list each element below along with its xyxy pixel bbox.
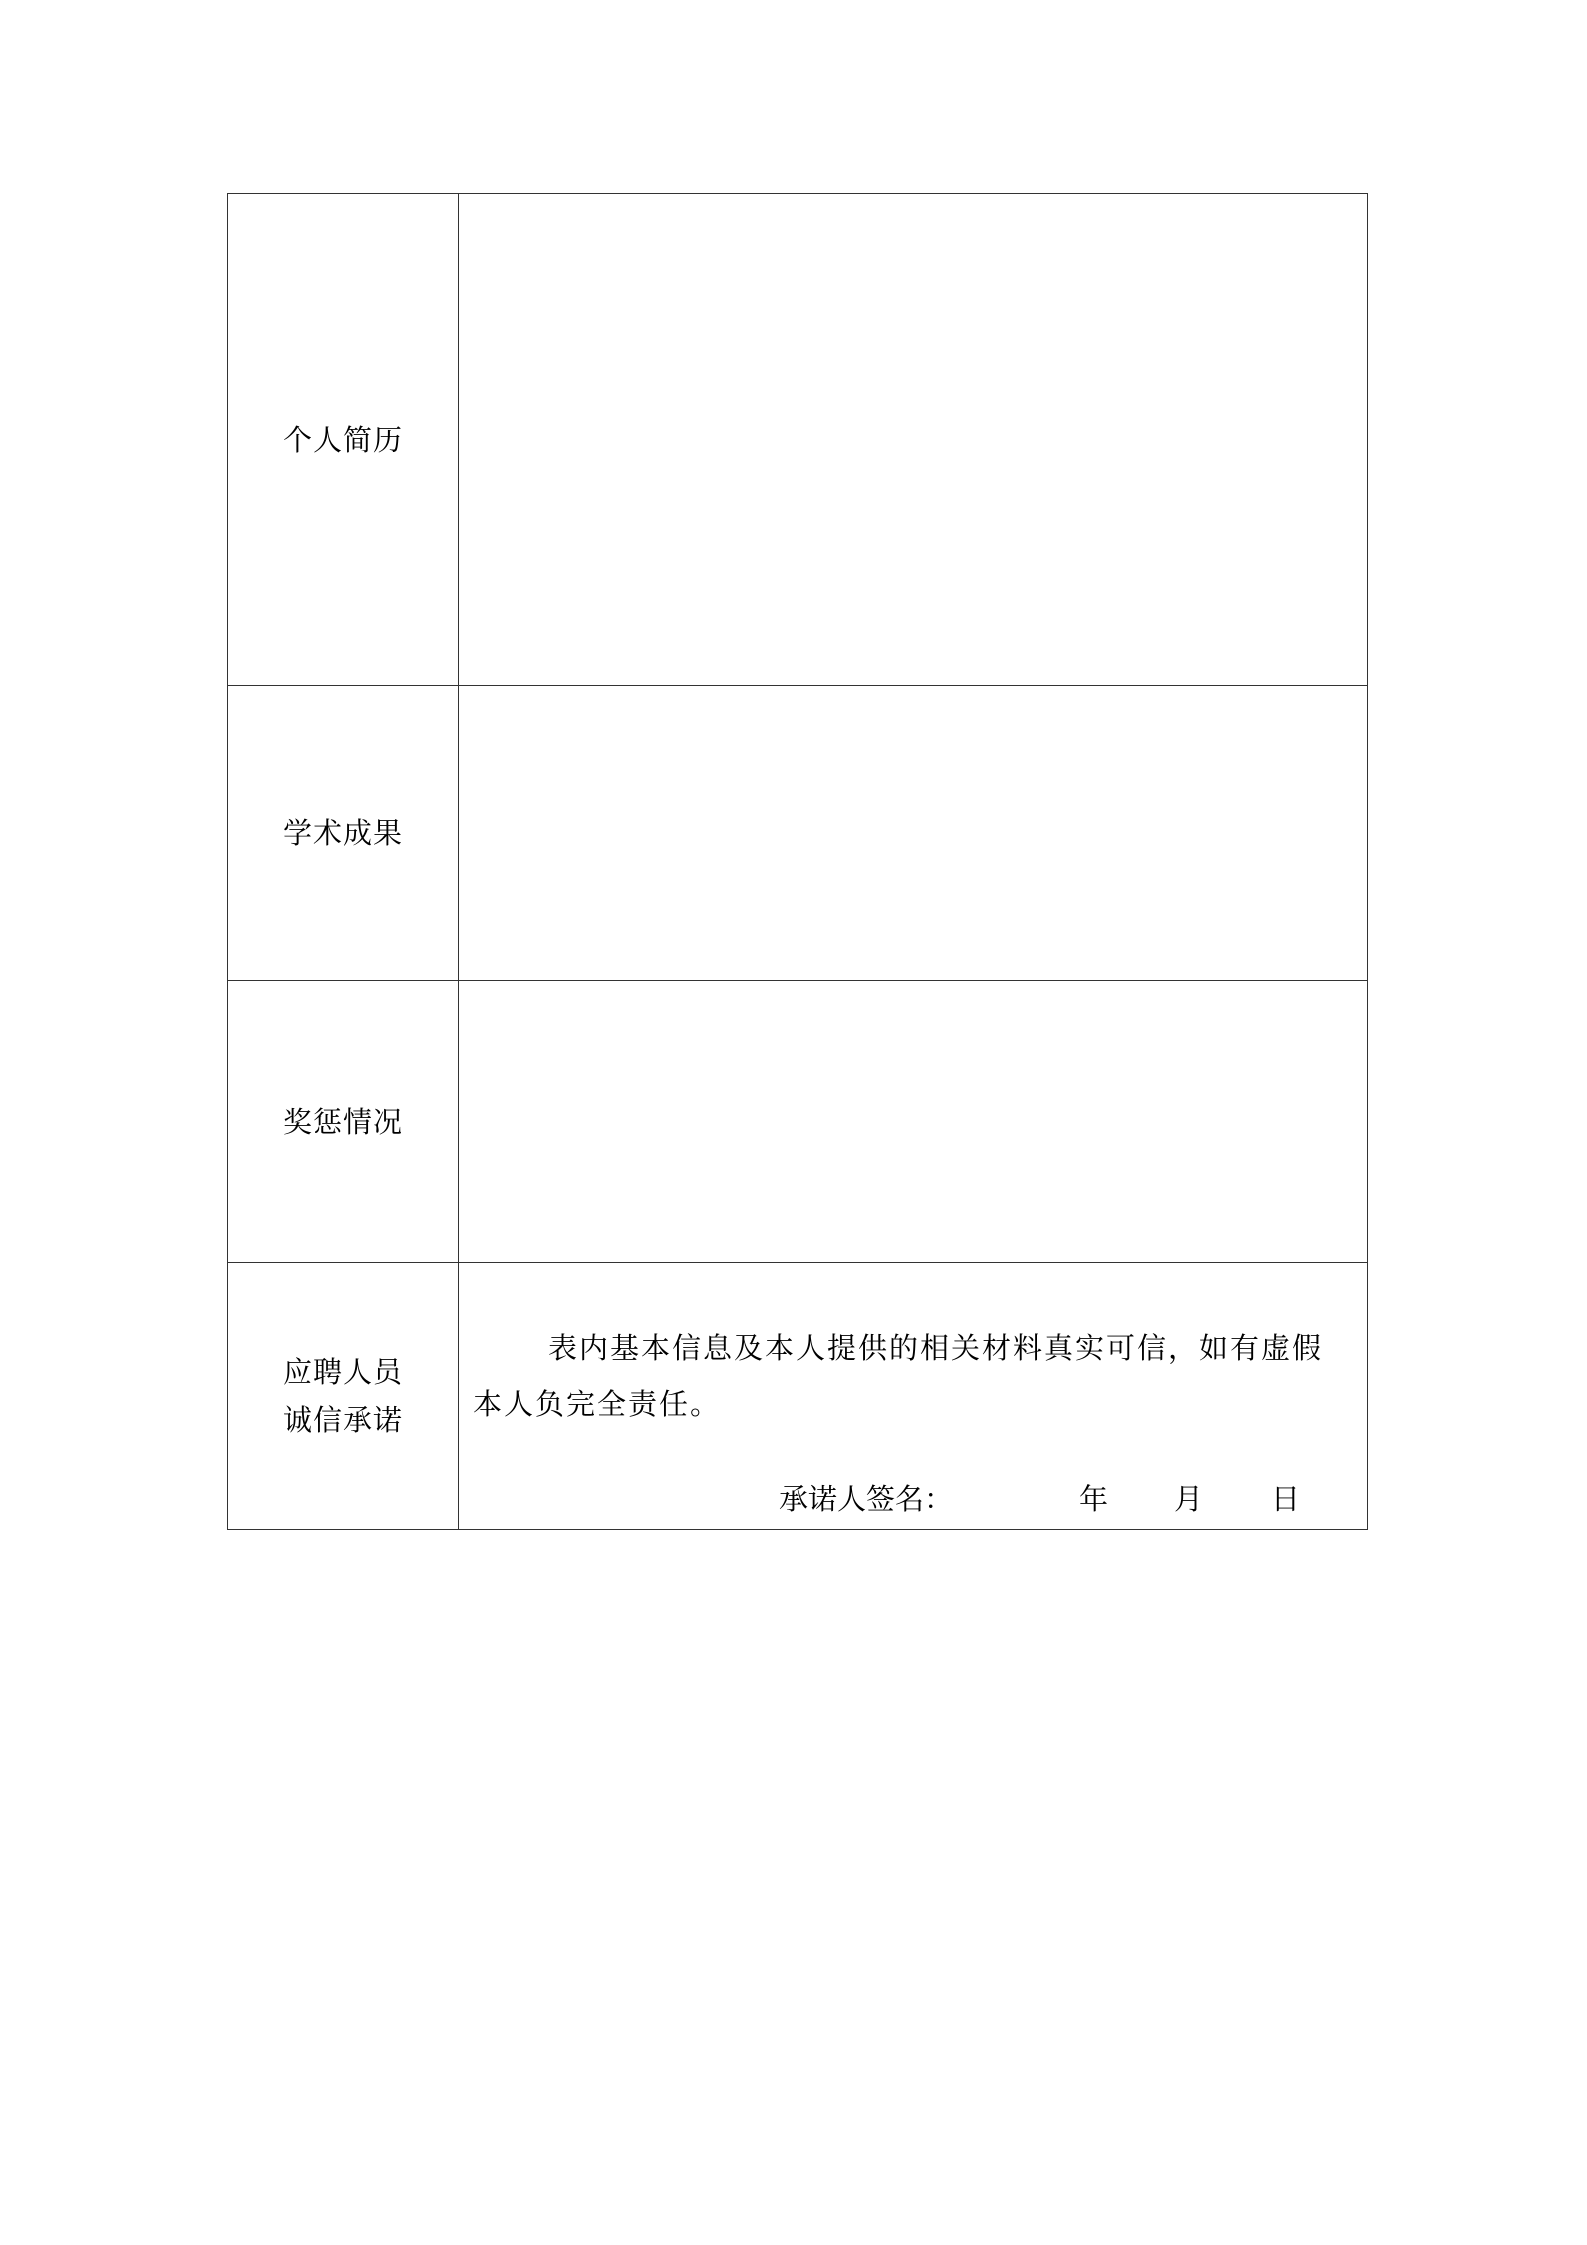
row-label-text: 学术成果 xyxy=(282,816,403,850)
row-label-text: 奖惩情况 xyxy=(282,1104,403,1139)
row-label-text: 个人简历 xyxy=(282,422,403,457)
month-label: 月 xyxy=(1174,1482,1204,1516)
row-label-awards xyxy=(228,981,459,1263)
day-label: 日 xyxy=(1271,1482,1301,1516)
row-label-pledge xyxy=(228,1263,459,1530)
pledge-content xyxy=(459,1263,1368,1530)
pledge-statement: 表内基本信息及本人提供的相关材料真实可信，如有虚假本人负完全责任。 xyxy=(473,1331,1324,1421)
form-row-academic xyxy=(228,686,1368,981)
row-label-academic xyxy=(228,686,459,981)
academic-content-field[interactable] xyxy=(459,686,1368,981)
form-row-awards xyxy=(228,981,1368,1263)
awards-content-field[interactable] xyxy=(459,981,1368,1263)
form-row-resume xyxy=(228,194,1368,686)
resume-content-field[interactable] xyxy=(459,194,1368,686)
row-label-resume xyxy=(228,194,459,686)
form-row-pledge xyxy=(228,1263,1368,1530)
signature-label: 承诺人签名： xyxy=(779,1482,954,1516)
application-form-table xyxy=(227,193,1368,1530)
year-label: 年 xyxy=(1079,1482,1109,1516)
row-label-text: 应聘人员 xyxy=(282,1355,403,1389)
row-label-text: 诚信承诺 xyxy=(282,1403,403,1437)
signature-line xyxy=(779,1483,1300,1515)
